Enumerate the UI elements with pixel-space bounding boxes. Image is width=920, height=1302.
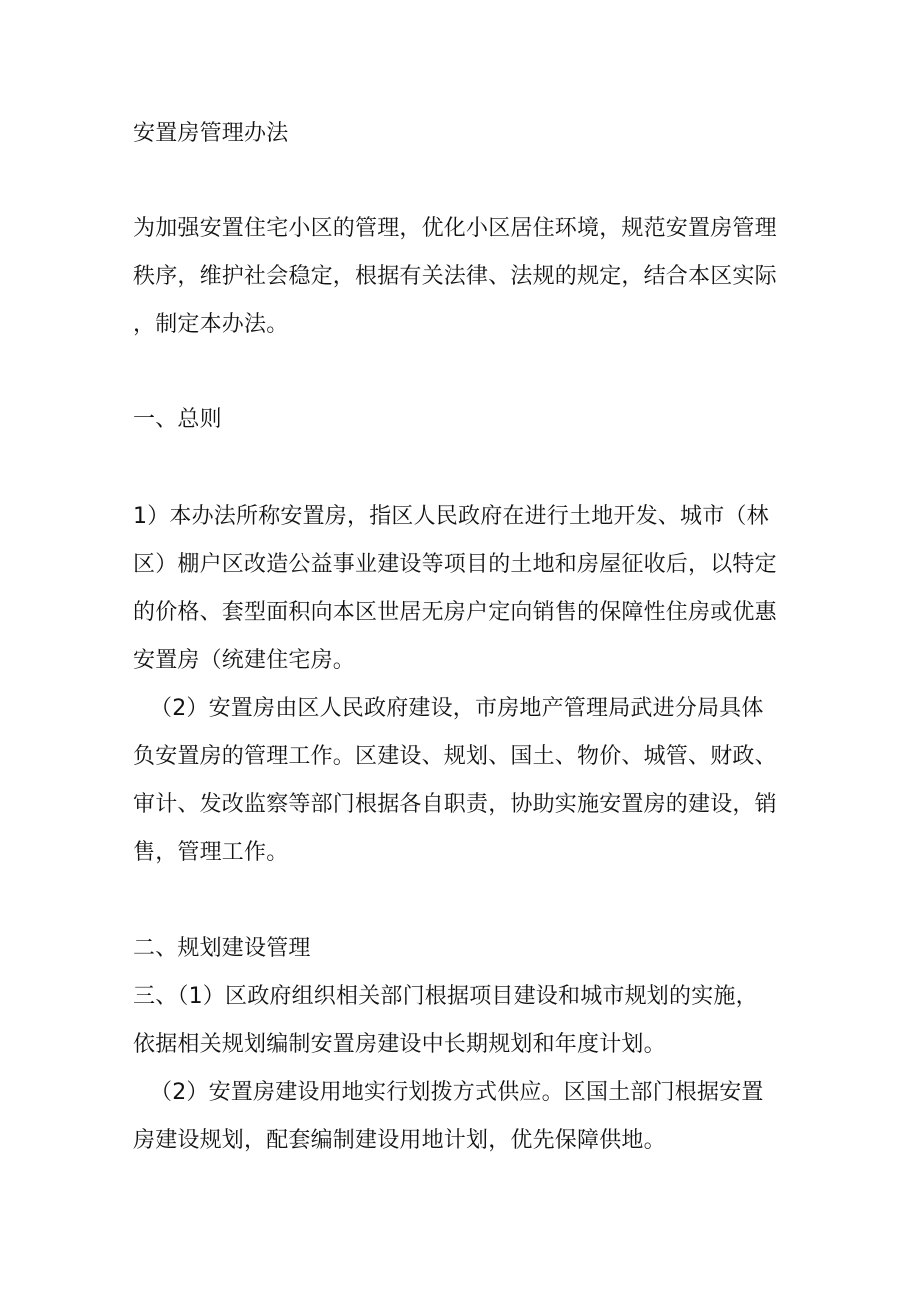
intro-line-2: 秩序，维护社会稳定，根据有关法律、法规的规定，结合本区实际 [133, 264, 777, 289]
section-3-item-2-line-1: （2）安置房建设用地实行划拨方式供应。区国土部门根据安置 [150, 1080, 764, 1105]
section-1-item-2-line-4: 售，管理工作。 [133, 840, 289, 865]
section-1-item-2-line-1: （2）安置房由区人民政府建设，市房地产管理局武进分局具体 [150, 696, 764, 721]
section-3-item-1-line-2: 依据相关规划编制安置房建设中长期规划和年度计划。 [133, 1032, 666, 1057]
section-1-item-1-line-4: 安置房（统建住宅房。 [133, 648, 356, 673]
document-title: 安置房管理办法 [133, 121, 289, 146]
section-3-item-1-line-1: 三、（1）区政府组织相关部门根据项目建设和城市规划的实施， [133, 984, 758, 1009]
section-1-item-1-line-1: 1）本办法所称安置房，指区人民政府在进行土地开发、城市（林 [133, 504, 769, 529]
section-1-item-2-line-2: 负安置房的管理工作。区建设、规划、国土、物价、城管、财政、 [133, 744, 777, 769]
section-1-item-1-line-3: 的价格、套型面积向本区世居无房户定向销售的保障性住房或优惠 [133, 600, 777, 625]
section-3-item-2-line-2: 房建设规划，配套编制建设用地计划，优先保障供地。 [133, 1128, 666, 1153]
section-1-heading: 一、总则 [133, 407, 222, 432]
section-2-heading: 二、规划建设管理 [133, 936, 311, 961]
intro-line-3: ，制定本办法。 [133, 312, 289, 337]
intro-line-1: 为加强安置住宅小区的管理，优化小区居住环境，规范安置房管理 [133, 216, 777, 241]
section-1-item-2-line-3: 审计、发改监察等部门根据各自职责，协助实施安置房的建设，销 [133, 792, 777, 817]
section-1-item-1-line-2: 区）棚户区改造公益事业建设等项目的土地和房屋征收后，以特定 [133, 552, 777, 577]
